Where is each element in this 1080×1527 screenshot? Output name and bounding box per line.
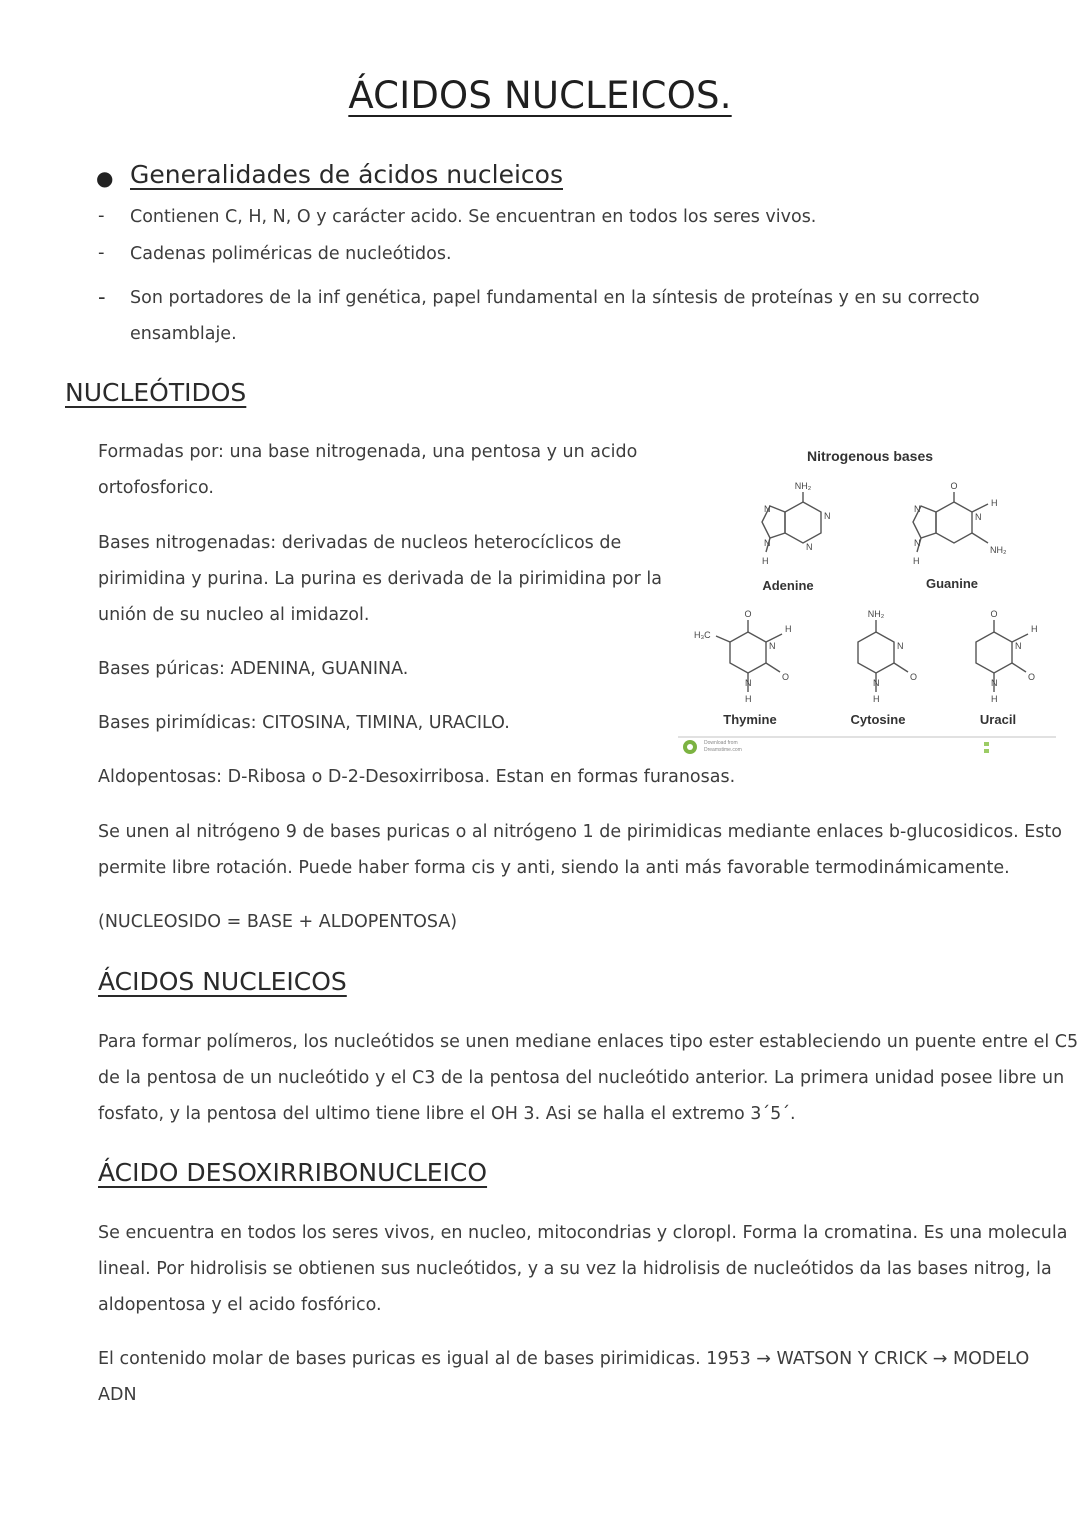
section-heading-acidos-nucleicos: ÁCIDOS NUCLEICOS (98, 967, 347, 996)
paragraph-bases-puricas: Bases púricas: ADENINA, GUANINA. (98, 659, 409, 679)
paragraph-bases-pirimidicas: Bases pirimídicas: CITOSINA, TIMINA, URACILO. (98, 713, 510, 733)
atom-label: O (950, 481, 958, 491)
section-heading-nucleotidos: NUCLEÓTIDOS (65, 378, 247, 407)
text-line: fosfato, y la pentosa del ultimo tiene libre el OH 3. Asi se halla el extremo 3´5´. (98, 1104, 796, 1124)
label-uracil: Uracil (979, 712, 1017, 727)
atom-label: N (764, 538, 771, 548)
nitrogenous-bases-diagram (678, 440, 1056, 762)
list-item: Contienen C, H, N, O y carácter acido. Se encuentran en todos los seres vivos. (130, 207, 817, 227)
paragraph-adn (98, 1215, 1067, 1323)
watermark-text: Dreamstime.com (704, 747, 742, 753)
atom-label: H (991, 694, 998, 704)
text-line: Para formar polímeros, los nucleótidos se unen mediane enlaces tipo ester estableciendo un puente entre el C5 (98, 1032, 1079, 1052)
list-item: Cadenas poliméricas de nucleótidos. (130, 244, 452, 264)
atom-label: N (975, 512, 982, 522)
paragraph-bases-nitrogenadas (98, 525, 662, 633)
page-title: ÁCIDOS NUCLEICOS. (348, 74, 732, 117)
thymine-structure (694, 609, 792, 727)
text-line: Se unen al nitrógeno 9 de bases puricas o al nitrógeno 1 de pirimidicas mediante enlaces b-glucosidicos. Esto (98, 822, 1063, 842)
paragraph-nucleosido: (NUCLEOSIDO = BASE + ALDOPENTOSA) (98, 912, 458, 932)
atom-label: O (782, 672, 790, 682)
label-cytosine: Cytosine (850, 712, 906, 727)
label-thymine: Thymine (723, 712, 777, 727)
paragraph-watson-crick (98, 1341, 1029, 1413)
atom-label: N (914, 504, 921, 514)
text-line: permite libre rotación. Puede haber forma cis y anti, siendo la anti más favorable termodinámicamente. (98, 858, 1010, 878)
label-guanine: Guanine (925, 576, 979, 591)
watermark-mark (984, 749, 989, 753)
label-adenine: Adenine (762, 578, 814, 593)
atom-label: H (745, 694, 752, 704)
text-line: lineal. Por hidrolisis se obtienen sus nucleótidos, y a su vez la hidrolisis de nucleótidos da las bases nitrog, la (98, 1259, 1052, 1279)
paragraph-polimeros (98, 1024, 1078, 1132)
dash-icon: - (98, 205, 105, 226)
atom-label: N (1015, 641, 1022, 651)
bullet-icon: ● (96, 166, 114, 190)
atom-label: H (913, 556, 920, 566)
text-line: Formadas por: una base nitrogenada, una pentosa y un acido (98, 442, 638, 462)
atom-label: NH₂ (794, 481, 812, 491)
atom-label: H (762, 556, 769, 566)
section-heading-adn: ÁCIDO DESOXIRRIBONUCLEICO (98, 1158, 488, 1187)
atom-label: N (806, 542, 813, 552)
text-line: de la pentosa de un nucleótido y el C3 de la pentosa del nucleótido anterior. La primera unidad posee libre un (98, 1068, 1065, 1088)
list-item: Son portadores de la inf genética, papel fundamental en la síntesis de proteínas y en su correcto (130, 288, 980, 308)
watermark-text: Download from (704, 740, 738, 746)
atom-label: N (745, 678, 752, 688)
atom-label: O (744, 609, 752, 619)
section-heading-generalidades: Generalidades de ácidos nucleicos (130, 160, 563, 189)
text-line: Bases nitrogenadas: derivadas de nucleos heterocíclicos de (98, 533, 622, 553)
atom-label: N (991, 678, 998, 688)
atom-label: H (991, 498, 998, 508)
atom-label: N (873, 678, 880, 688)
list-item-continuation: ensamblaje. (130, 324, 237, 344)
atom-label: N (764, 504, 771, 514)
atom-label: H₃C (694, 630, 711, 640)
text-line: unión de su nucleo al imidazol. (98, 605, 370, 625)
guanine-structure (913, 481, 1007, 591)
watermark-mark (984, 742, 989, 746)
paragraph-enlaces (98, 814, 1062, 886)
atom-label: NH₂ (990, 545, 1007, 555)
cytosine-structure (851, 609, 917, 727)
paragraph-formadas (98, 434, 637, 506)
atom-label: H (785, 624, 792, 634)
atom-label: N (897, 641, 904, 651)
text-line: ortofosforico. (98, 478, 214, 498)
text-line: pirimidina y purina. La purina es derivada de la pirimidina por la (98, 569, 662, 589)
atom-label: H (1031, 624, 1038, 634)
atom-label: N (914, 538, 921, 548)
nitrogenous-bases-figure (678, 440, 1056, 762)
text-line: ADN (98, 1385, 137, 1405)
figure-title: Nitrogenous bases (806, 448, 934, 464)
atom-label: H (873, 694, 880, 704)
atom-label: N (824, 511, 831, 521)
atom-label: O (990, 609, 998, 619)
text-line: aldopentosa y el acido fosfórico. (98, 1295, 382, 1315)
dash-icon: - (98, 242, 105, 263)
paragraph-aldopentosas: Aldopentosas: D-Ribosa o D-2-Desoxirribosa. Estan en formas furanosas. (98, 767, 736, 787)
uracil-structure (976, 609, 1038, 727)
atom-label: O (1028, 672, 1036, 682)
atom-label: NH₂ (867, 609, 885, 619)
dash-icon: - (98, 285, 106, 309)
text-line: Se encuentra en todos los seres vivos, en nucleo, mitocondrias y cloropl. Forma la cromatina. Es una molecula (98, 1223, 1068, 1243)
atom-label: O (910, 672, 918, 682)
adenine-structure (762, 481, 831, 593)
atom-label: N (769, 641, 776, 651)
text-line: El contenido molar de bases puricas es igual al de bases pirimidicas. 1953 → WATSON Y CRICK → MODELO (98, 1349, 1030, 1369)
